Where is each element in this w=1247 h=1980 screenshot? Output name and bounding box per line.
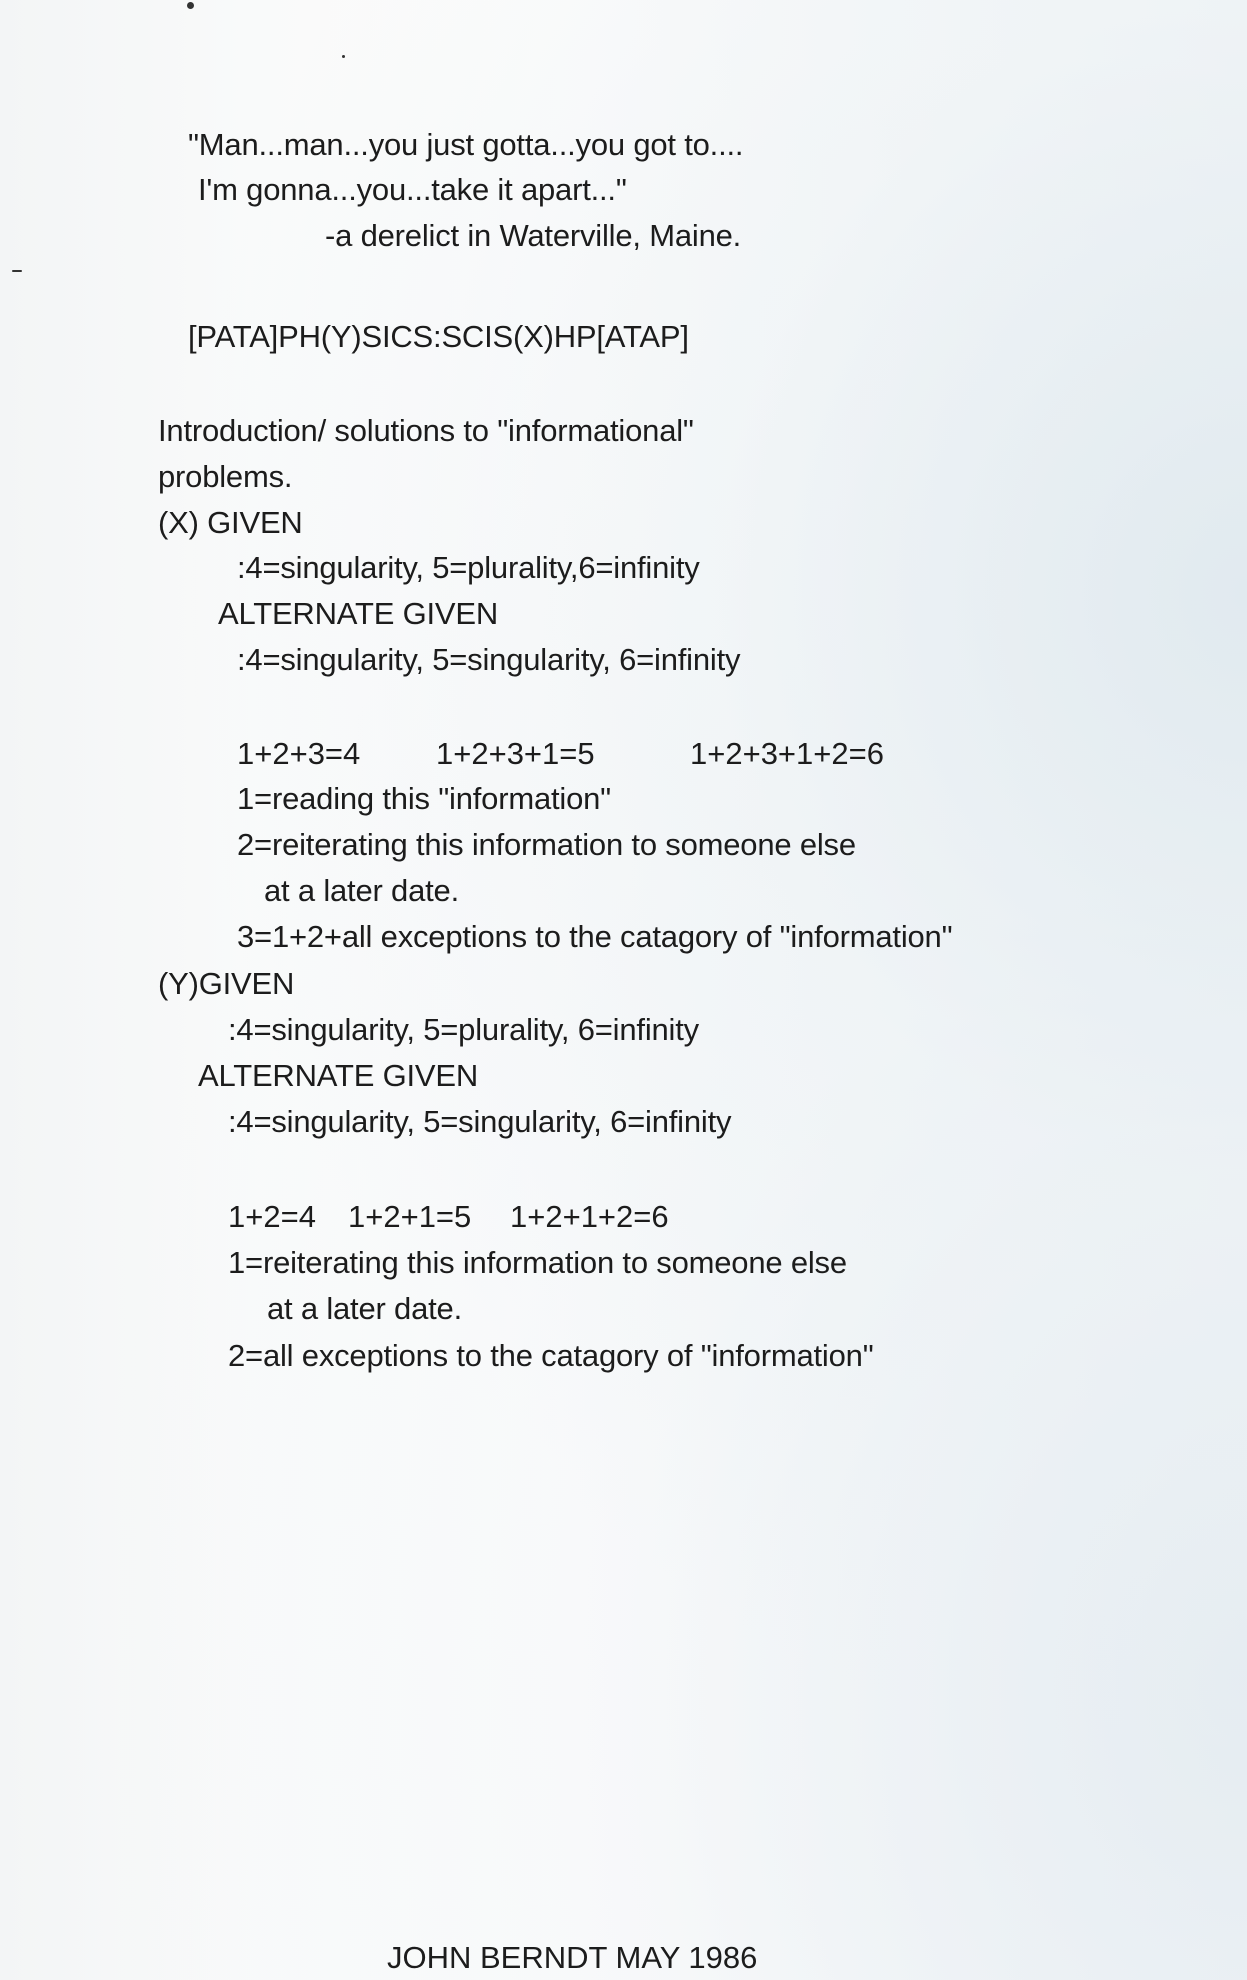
intro-line-2: problems. [158,459,293,494]
section-y-alt-heading: ALTERNATE GIVEN [198,1058,479,1093]
section-x-alt-heading: ALTERNATE GIVEN [218,596,499,631]
quote-line-1: "Man...man...you just gotta...you got to.... [188,127,744,162]
section-y-definition-1: 1=reiterating this information to someone else [228,1245,847,1280]
author-date-footer: JOHN BERNDT MAY 1986 [387,1940,758,1975]
section-x-definition-2-cont: at a later date. [264,873,459,908]
section-x-alt-given: :4=singularity, 5=singularity, 6=infinity [237,642,741,677]
section-x-equation-1: 1+2+3=4 [237,736,361,771]
section-y-definition-1-cont: at a later date. [267,1291,462,1326]
dash-mark [12,270,22,272]
section-x-definition-2: 2=reiterating this information to someone else [237,827,856,862]
section-x-equation-2: 1+2+3+1=5 [436,736,595,771]
section-y-equation-3: 1+2+1+2=6 [510,1199,669,1234]
section-x-heading: (X) GIVEN [158,505,303,540]
quote-attribution: -a derelict in Waterville, Maine. [325,218,742,253]
speck-mark [187,2,194,9]
section-x-given: :4=singularity, 5=plurality,6=infinity [237,550,700,585]
section-x-equation-3: 1+2+3+1+2=6 [690,736,884,771]
section-y-definition-2: 2=all exceptions to the catagory of "information" [228,1338,874,1373]
section-x-definition-3: 3=1+2+all exceptions to the catagory of "information" [237,919,953,954]
section-y-alt-given: :4=singularity, 5=singularity, 6=infinity [228,1104,732,1139]
page-title: [PATA]PH(Y)SICS:SCIS(X)HP[ATAP] [188,319,689,354]
speck-mark [342,55,345,58]
intro-line-1: Introduction/ solutions to "informational" [158,413,694,448]
section-y-given: :4=singularity, 5=plurality, 6=infinity [228,1012,699,1047]
section-y-equation-2: 1+2+1=5 [348,1199,472,1234]
section-x-definition-1: 1=reading this "information" [237,781,611,816]
section-y-equation-1: 1+2=4 [228,1199,316,1234]
section-y-heading: (Y)GIVEN [158,966,295,1001]
quote-line-2: I'm gonna...you...take it apart..." [198,172,627,207]
